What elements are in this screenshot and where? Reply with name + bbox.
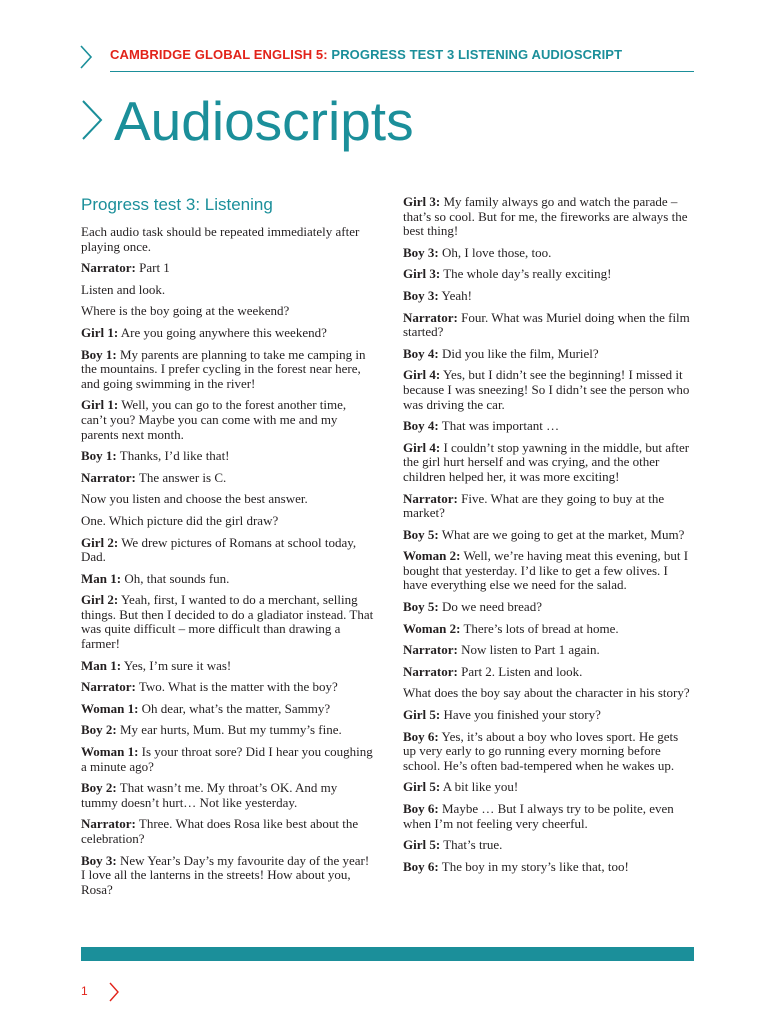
script-line [403,665,693,680]
line-text: The boy in my story’s like that, too! [441,858,629,874]
script-line [81,348,375,392]
line-text: Do we need bread? [442,599,542,615]
speaker-label: Man 1: [81,570,122,586]
script-line [81,261,375,276]
speaker-label: Girl 5: [403,707,441,723]
speaker-label: Boy 1: [81,448,117,464]
line-text: Oh, I love those, too. [442,244,552,260]
script-line [81,326,375,341]
speaker-label: Girl 5: [403,837,441,853]
script-line [81,536,375,565]
line-text: Now listen to Part 1 again. [461,642,600,658]
speaker-label: Narrator: [403,642,458,658]
script-line [81,225,375,254]
script-line [403,708,693,723]
line-text: My ear hurts, Mum. But my tummy’s fine. [120,722,342,738]
speaker-label: Boy 2: [81,722,117,738]
line-text: New Year’s Day’s my favourite day of the year! I love all the lanterns in the streets! How about you, Rosa? [81,852,370,897]
line-text: We drew pictures of Romans at school today, Dad. [81,534,357,565]
script-line [81,817,375,846]
header-rule [110,71,694,72]
line-text: Maybe … But I always try to be polite, even when I’m not feeling very cheerful. [403,801,674,831]
line-text: A bit like you! [442,779,519,795]
line-text: Yes, it’s about a boy who loves sport. He gets up very early to go running every morning before school. He’s often bad-tempered when he wakes up. [403,728,679,773]
speaker-label: Narrator: [403,490,458,506]
speaker-label: Narrator: [403,309,458,325]
line-text: Thanks, I’d like that! [119,448,230,464]
line-text: Listen and look. [81,281,166,297]
script-line [403,600,693,615]
script-line [81,593,375,651]
script-line [403,528,693,543]
script-line [81,449,375,464]
line-text: Each audio task should be repeated immediately after playing once. [81,224,360,254]
line-text: Oh dear, what’s the matter, Sammy? [141,700,331,716]
script-line [81,854,375,898]
speaker-label: Girl 3: [403,266,441,282]
script-line [81,702,375,717]
speaker-label: Boy 3: [81,852,117,868]
speaker-label: Woman 2: [403,620,461,636]
speaker-label: Boy 5: [403,599,439,615]
speaker-label: Girl 4: [403,439,441,455]
speaker-label: Narrator: [403,663,458,679]
page-number: 1 [81,984,88,998]
script-line [81,659,375,674]
line-text: Are you going anywhere this weekend? [120,324,327,340]
script-line [403,780,693,795]
script-line [403,686,693,701]
line-text: Have you finished your story? [443,707,601,723]
speaker-label: Boy 6: [403,728,439,744]
script-line [81,680,375,695]
speaker-label: Boy 6: [403,858,439,874]
script-line [403,419,693,434]
script-line [403,549,693,593]
line-text: Yeah! [441,287,472,303]
script-line [403,195,693,239]
script-line [81,304,375,319]
footer-chevron-icon [108,981,120,1003]
page-title: Audioscripts [114,90,414,152]
speaker-label: Boy 2: [81,780,117,796]
speaker-label: Girl 1: [81,397,119,413]
speaker-label: Girl 2: [81,592,119,608]
script-line [403,622,693,637]
speaker-label: Man 1: [81,657,122,673]
line-text: There’s lots of bread at home. [463,620,619,636]
title-chevron-icon [80,99,104,141]
speaker-label: Woman 1: [81,700,139,716]
footer-bar [81,947,694,961]
speaker-label: Boy 3: [403,244,439,260]
line-text: Yes, but I didn’t see the beginning! I missed it because I was sneezing! So I didn’t see the person who was driving the car. [403,367,690,412]
script-line [403,492,693,521]
speaker-label: Girl 4: [403,367,441,383]
line-text: Oh, that sounds fun. [124,570,230,586]
line-text: The whole day’s really exciting! [443,266,612,282]
script-line [81,283,375,298]
speaker-label: Woman 1: [81,744,139,760]
script-line [81,572,375,587]
speaker-label: Boy 4: [403,418,439,434]
line-text: Well, we’re having meat this evening, but I bought that yesterday. I’d like to get a few olives. I have everything else we need for the salad. [403,548,689,593]
script-line [403,347,693,362]
speaker-label: Boy 1: [81,346,117,362]
line-text: Yeah, first, I wanted to do a merchant, selling things. But then I decided to do a gladiator instead. That was quite difficult – more difficult than drawing a farmer! [81,592,374,652]
header-subtitle: PROGRESS TEST 3 LISTENING AUDIOSCRIPT [331,47,623,62]
line-text: Yes, I’m sure it was! [123,657,232,673]
line-text: My parents are planning to take me camping in the mountains. I prefer cycling in the forest near here, and going swimming in the river! [81,346,366,391]
line-text: One. Which picture did the girl draw? [81,512,279,528]
line-text: Part 2. Listen and look. [461,663,583,679]
script-line [403,246,693,261]
script-line [403,730,693,774]
script-line [81,781,375,810]
line-text: Five. What are they going to buy at the market? [403,490,665,521]
section-heading: Progress test 3: Listening [81,195,273,214]
script-line [403,368,693,412]
speaker-label: Boy 5: [403,526,439,542]
header-chevron-icon [78,44,94,70]
script-line [81,745,375,774]
line-text: That was important … [441,418,560,434]
script-line [403,311,693,340]
speaker-label: Boy 4: [403,345,439,361]
line-text: That’s true. [443,837,503,853]
line-text: Now you listen and choose the best answer. [81,491,308,507]
speaker-label: Girl 5: [403,779,441,795]
script-line [81,723,375,738]
line-text: Is your throat sore? Did I hear you coughing a minute ago? [81,744,373,774]
script-line [403,267,693,282]
line-text: Two. What is the matter with the boy? [138,679,338,695]
script-line [81,471,375,486]
speaker-label: Boy 3: [403,287,439,303]
line-text: What are we going to get at the market, Mum? [441,526,685,542]
script-line [403,289,693,304]
script-line [403,860,693,875]
speaker-label: Boy 6: [403,801,439,816]
line-text: Part 1 [139,260,170,276]
line-text: My family always go and watch the parade – that’s so cool. But for me, the fireworks are always the best thing! [403,194,688,239]
script-line [403,441,693,485]
speaker-label: Narrator: [81,679,136,695]
line-text: That wasn’t me. My throat’s OK. And my tummy doesn’t hurt… Not like yesterday. [81,780,338,810]
line-text: I couldn’t stop yawning in the middle, but after the girl hurt herself and was crying, and the other children helped her, it was more exciting! [403,439,690,484]
script-line [403,643,693,658]
script-line [81,492,375,507]
speaker-label: Woman 2: [403,548,461,564]
speaker-label: Girl 3: [403,194,441,209]
line-text: Three. What does Rosa like best about the celebration? [81,816,359,846]
line-text: Did you like the film, Muriel? [442,345,599,361]
left-column [81,191,375,904]
speaker-label: Girl 2: [81,534,119,550]
line-text: The answer is C. [138,469,227,485]
line-text: What does the boy say about the character in his story? [403,685,690,701]
script-line [403,802,693,831]
line-text: Four. What was Muriel doing when the film started? [403,309,690,340]
script-line [81,398,375,442]
speaker-label: Narrator: [81,816,136,832]
right-column [403,195,693,881]
speaker-label: Narrator: [81,260,136,276]
line-text: Where is the boy going at the weekend? [81,303,290,319]
speaker-label: Narrator: [81,469,136,485]
script-line [403,838,693,853]
header-brand: CAMBRIDGE GLOBAL ENGLISH 5: [110,47,328,62]
running-header [110,47,622,62]
speaker-label: Girl 1: [81,324,119,340]
line-text: Well, you can go to the forest another time, can’t you? Maybe you can come with me and my parents next month. [81,397,347,442]
script-line [81,514,375,529]
